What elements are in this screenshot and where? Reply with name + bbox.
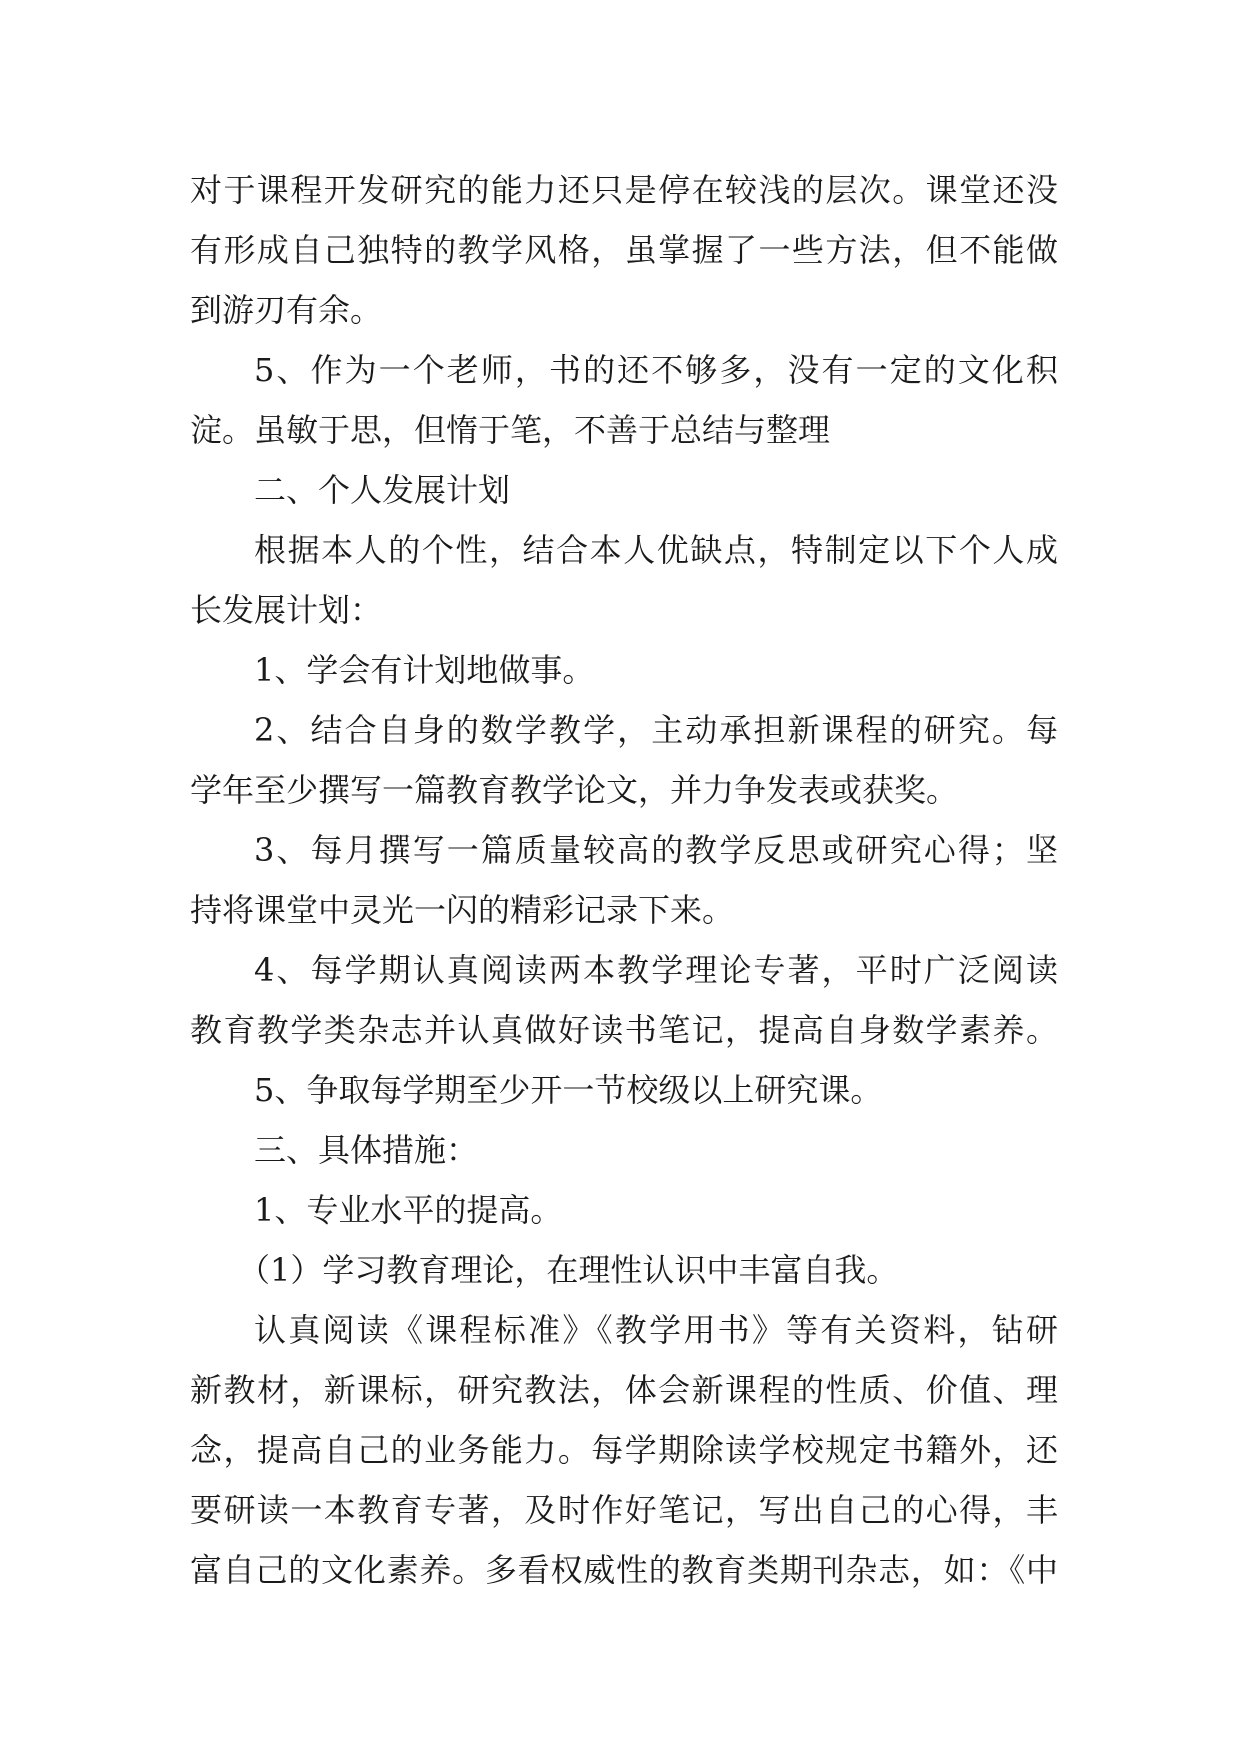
list-item: 3、每月撰写一篇质量较高的教学反思或研究心得；坚 <box>254 831 1058 869</box>
text-line: 持将课堂中灵光一闪的精彩记录下来。 <box>190 891 735 929</box>
text-line: 有形成自己独特的教学风格，虽掌握了一些方法，但不能做 <box>190 231 1058 269</box>
text-line: 根据本人的个性，结合本人优缺点，特制定以下个人成 <box>254 531 1058 569</box>
section-heading: 三、具体措施： <box>254 1131 479 1169</box>
text-line: 学年至少撰写一篇教育教学论文，并力争发表或获奖。 <box>190 771 959 809</box>
text-line: 长发展计划： <box>190 591 383 629</box>
text-line: 对于课程开发研究的能力还只是停在较浅的层次。课堂还没 <box>190 171 1058 209</box>
text-line: 5、作为一个老师，书的还不够多，没有一定的文化积 <box>254 351 1058 389</box>
list-item: 1、专业水平的提高。 <box>254 1191 563 1229</box>
text-line: 教育教学类杂志并认真做好读书笔记，提高自身数学素养。 <box>190 1011 1058 1049</box>
text-line: 到游刃有余。 <box>190 291 383 329</box>
text-line: 新教材，新课标，研究教法，体会新课程的性质、价值、理 <box>190 1371 1058 1409</box>
list-item: 2、结合自身的数学教学，主动承担新课程的研究。每 <box>254 711 1058 749</box>
text-line: 念，提高自己的业务能力。每学期除读学校规定书籍外，还 <box>190 1431 1058 1469</box>
text-line: 要研读一本教育专著，及时作好笔记，写出自己的心得，丰 <box>190 1491 1058 1529</box>
section-heading: 二、个人发展计划 <box>254 471 511 509</box>
list-item: 1、学会有计划地做事。 <box>254 651 595 689</box>
text-line: 富自己的文化素养。多看权威性的教育类期刊杂志，如：《中 <box>190 1551 1058 1589</box>
text-line: 认真阅读《课程标准》《教学用书》等有关资料，钻研 <box>254 1311 1058 1349</box>
list-item: 4、每学期认真阅读两本教学理论专著，平时广泛阅读 <box>254 951 1058 989</box>
text-line: 淀。虽敏于思，但惰于笔，不善于总结与整理 <box>190 411 831 449</box>
list-item: 5、争取每学期至少开一节校级以上研究课。 <box>254 1071 883 1109</box>
sub-heading: （1）学习教育理论，在理性认识中丰富自我。 <box>238 1251 899 1289</box>
